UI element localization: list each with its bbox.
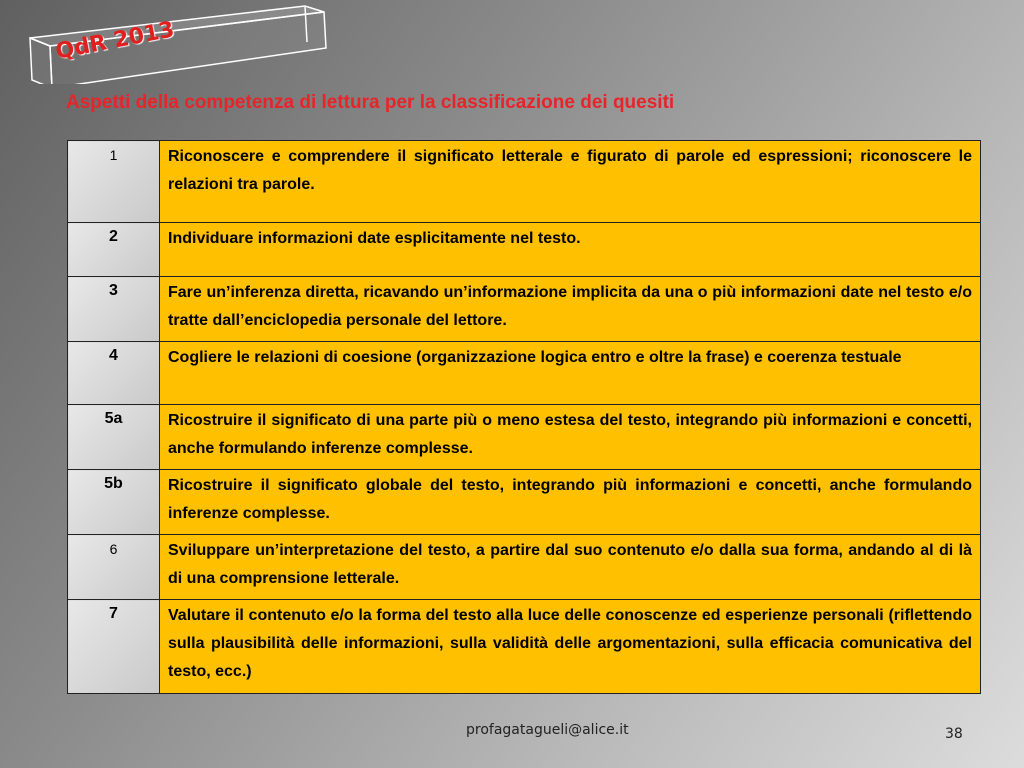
table-row xyxy=(68,342,981,405)
row-number: 4 xyxy=(68,342,160,405)
row-description: Ricostruire il significato di una parte più o meno estesa del testo, integrando più informazioni e concetti, anche formulando inferenze complesse. xyxy=(160,405,981,470)
row-number: 1 xyxy=(68,141,160,223)
row-description: Individuare informazioni date esplicitamente nel testo. xyxy=(160,223,981,277)
table-row xyxy=(68,405,981,470)
competence-table xyxy=(67,140,981,694)
page-title: Aspetti della competenza di lettura per la classificazione dei quesiti xyxy=(66,92,675,113)
row-number: 3 xyxy=(68,277,160,342)
row-description: Fare un’inferenza diretta, ricavando un’informazione implicita da una o più informazioni date nel testo e/o tratte dall’enciclopedia personale del lettore. xyxy=(160,277,981,342)
row-number: 6 xyxy=(68,535,160,600)
row-description: Sviluppare un’interpretazione del testo, a partire dal suo contenuto e/o dalla sua forma, andando al di là di una comprensione letterale. xyxy=(160,535,981,600)
row-description: Cogliere le relazioni di coesione (organizzazione logica entro e oltre la frase) e coerenza testuale xyxy=(160,342,981,405)
row-description: Riconoscere e comprendere il significato letterale e figurato di parole ed espressioni; riconoscere le relazioni tra parole. xyxy=(160,141,981,223)
table-row xyxy=(68,277,981,342)
footer-email: profagatagueli@alice.it xyxy=(466,722,629,738)
row-number: 5b xyxy=(68,470,160,535)
page-number: 38 xyxy=(945,726,963,742)
row-number: 5a xyxy=(68,405,160,470)
table-row xyxy=(68,141,981,223)
table-row xyxy=(68,600,981,694)
row-description: Valutare il contenuto e/o la forma del testo alla luce delle conoscenze ed esperienze personali (riflettendo sulla plausibilità delle informazioni, sulla validità delle argomentazioni, sulla efficacia comunicativa del testo, ecc.) xyxy=(160,600,981,694)
logo xyxy=(20,4,340,84)
row-number: 7 xyxy=(68,600,160,694)
table-row xyxy=(68,535,981,600)
table-row xyxy=(68,223,981,277)
row-description: Ricostruire il significato globale del testo, integrando più informazioni e concetti, anche formulando inferenze complesse. xyxy=(160,470,981,535)
logo-text: QdR 2013 xyxy=(53,17,177,65)
row-number: 2 xyxy=(68,223,160,277)
table-row xyxy=(68,470,981,535)
